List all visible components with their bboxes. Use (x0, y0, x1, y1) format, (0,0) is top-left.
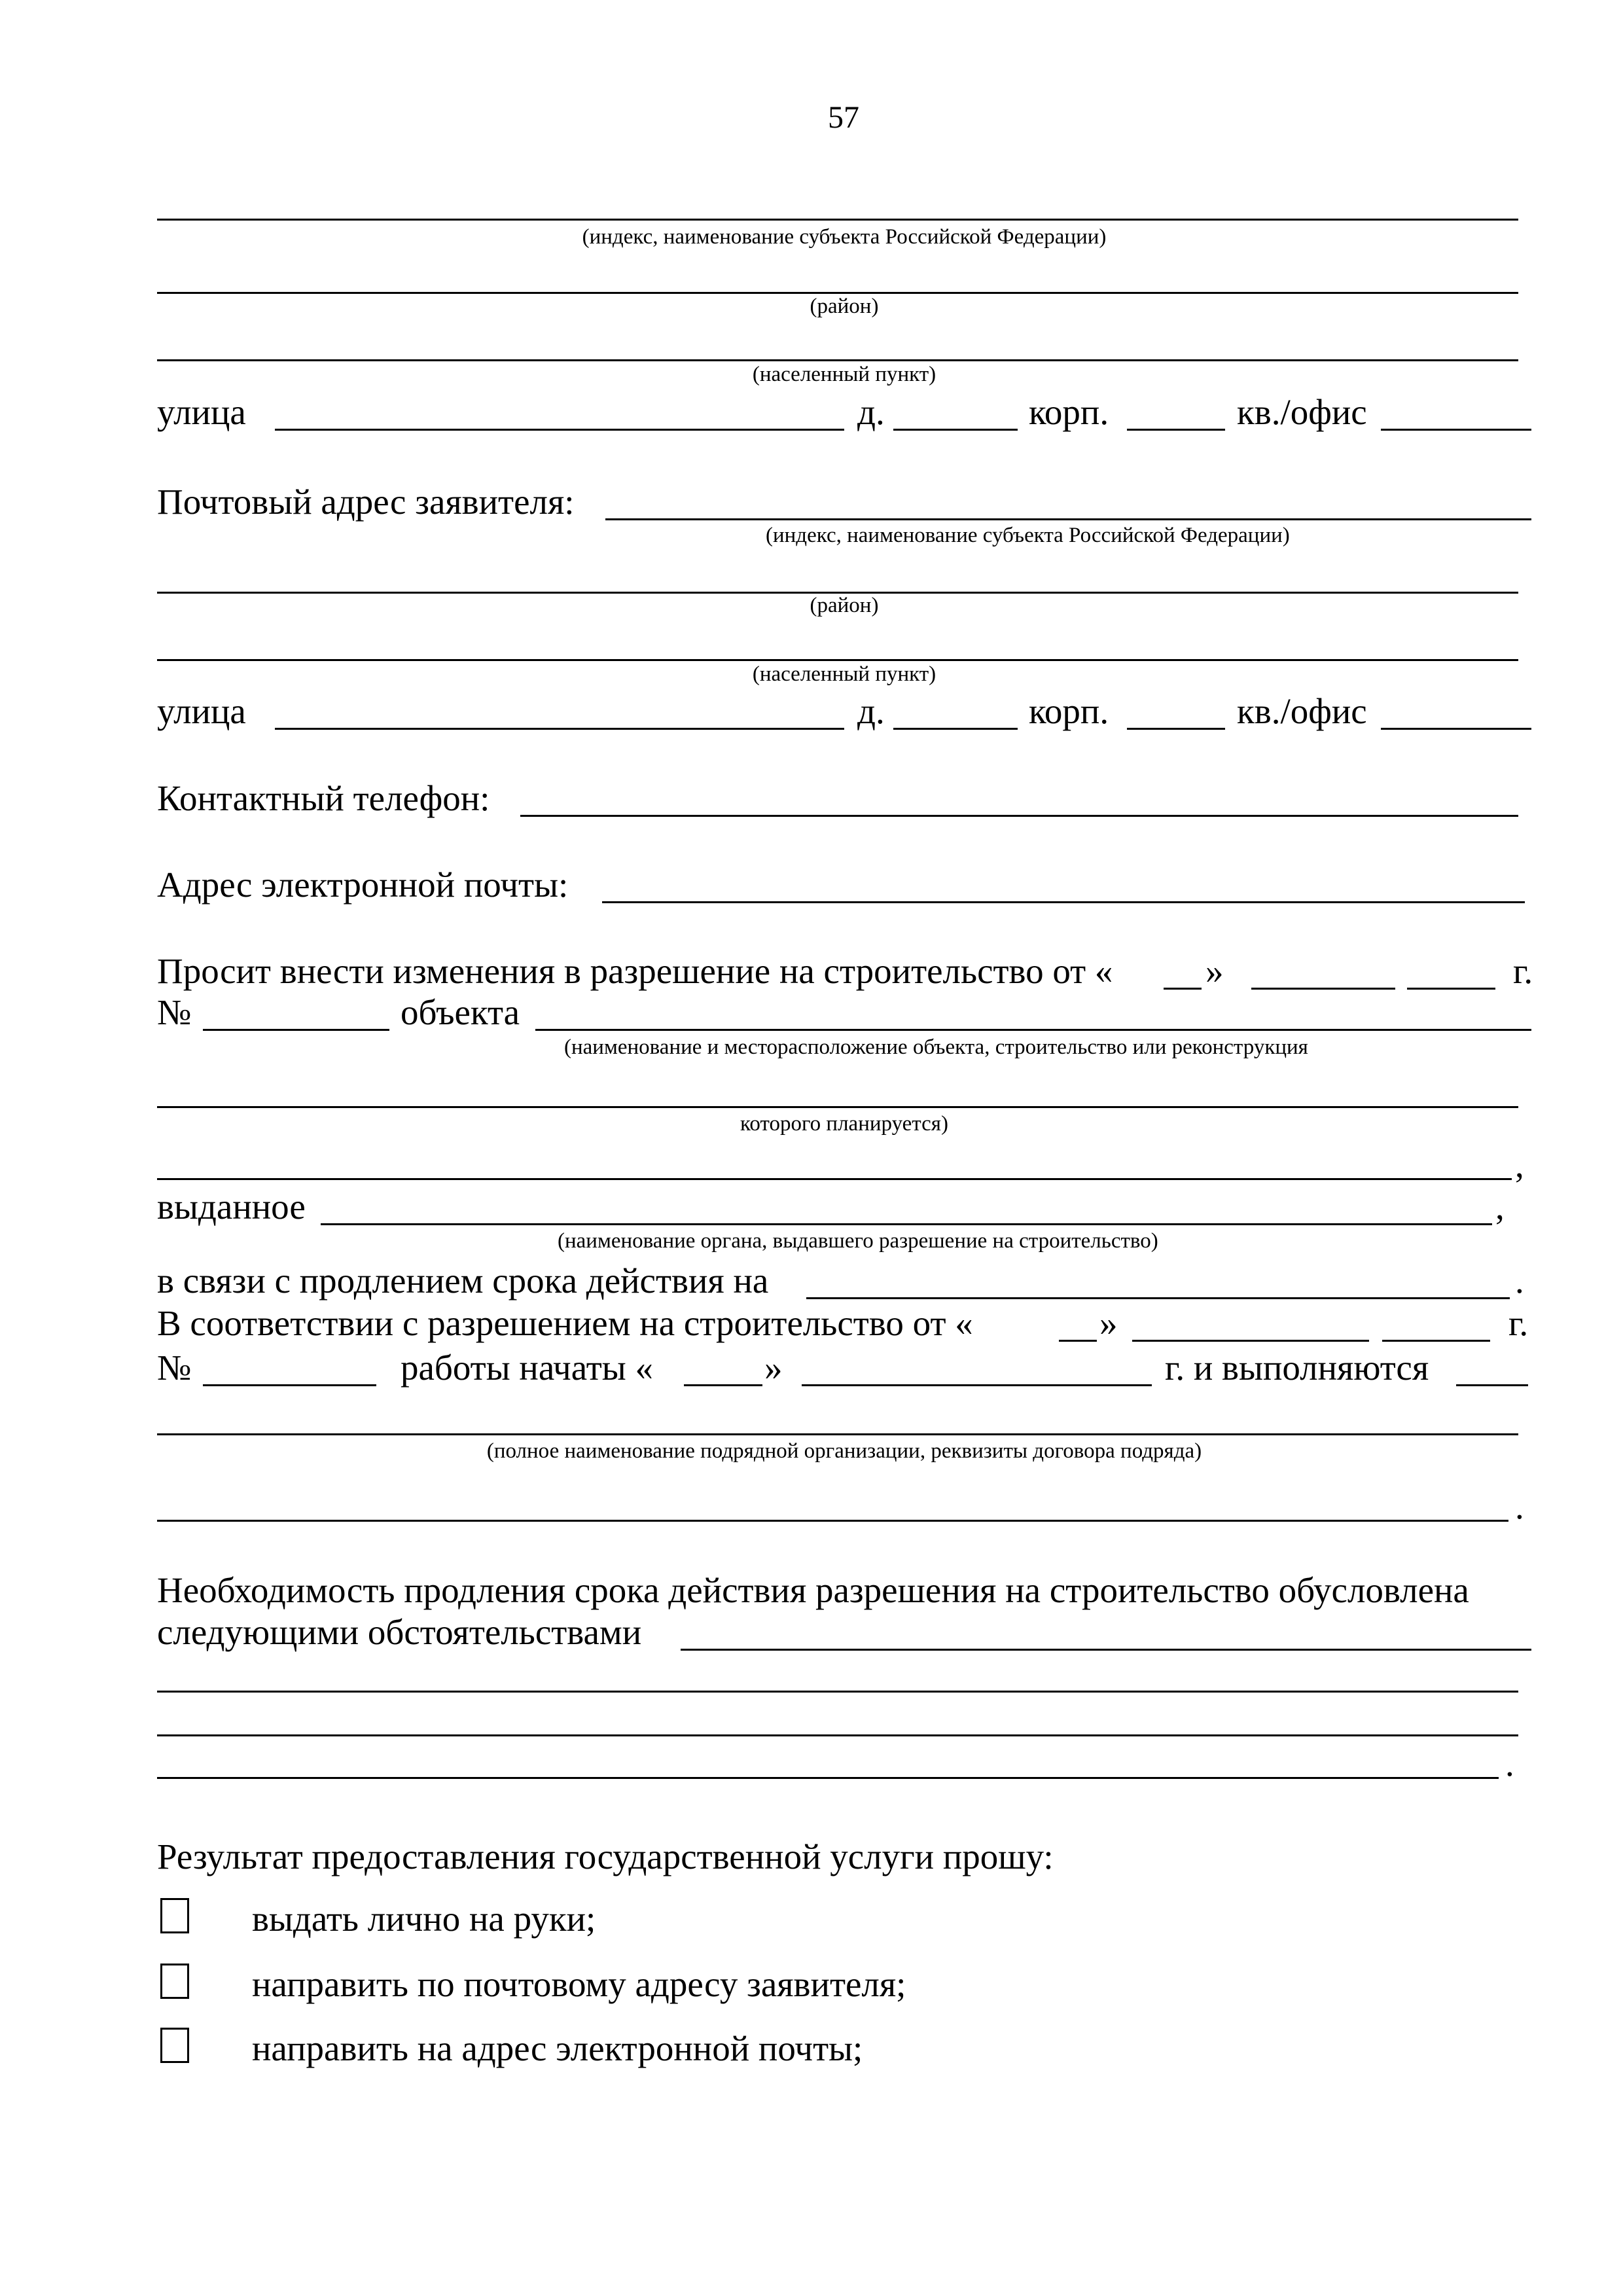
postal-street-input-line[interactable] (275, 728, 844, 730)
request-text: Просит внести изменения в разрешение на строительство от « (157, 951, 1113, 991)
postal-street-label: улица (157, 691, 246, 731)
accordance-quote-close: » (1099, 1303, 1118, 1343)
request-quote-close: » (1205, 951, 1224, 991)
postal-building-label: корп. (1029, 691, 1109, 731)
house-input-line[interactable] (893, 429, 1018, 431)
contractor-input-line-2[interactable] (157, 1520, 1508, 1522)
postal-house-input-line[interactable] (893, 728, 1018, 730)
postal-address-label: Почтовый адрес заявителя: (157, 482, 575, 522)
checkbox-email[interactable] (160, 2028, 189, 2063)
necessity-line-2: следующими обстоятельствами (157, 1612, 642, 1652)
apartment-input-line[interactable] (1381, 429, 1531, 431)
caption-postal-locality: (населенный пункт) (752, 662, 936, 686)
option-email: направить на адрес электронной почты; (252, 2028, 863, 2068)
necessity-input-line-4[interactable] (157, 1777, 1499, 1779)
comma-2: , (1495, 1187, 1505, 1227)
checkbox-in-person[interactable] (160, 1898, 189, 1933)
permit-month-input-line[interactable] (1251, 988, 1395, 990)
accordance-text: В соответствии с разрешением на строительство от « (157, 1303, 973, 1343)
number-label: № (157, 992, 192, 1032)
object-input-line-3[interactable] (157, 1178, 1512, 1180)
caption-object-1: (наименование и месторасположение объекта, строительство или реконструкция (564, 1035, 1308, 1059)
works-month-input-line[interactable] (802, 1384, 1152, 1386)
building-input-line[interactable] (1127, 429, 1225, 431)
postal-building-input-line[interactable] (1127, 728, 1225, 730)
caption-subject: (индекс, наименование субъекта Российской Федерации) (582, 225, 1107, 249)
postal-house-label: д. (857, 691, 885, 731)
postal-apartment-label: кв./офис (1237, 691, 1367, 731)
contact-phone-label: Контактный телефон: (157, 778, 490, 818)
street-label: улица (157, 392, 246, 432)
issued-label: выданное (157, 1187, 306, 1227)
caption-district: (район) (810, 295, 879, 318)
permit-day-input-line[interactable] (1164, 988, 1202, 990)
option-in-person: выдать лично на руки; (252, 1899, 596, 1939)
period-1: . (1515, 1261, 1524, 1300)
extension-label: в связи с продлением срока действия на (157, 1261, 769, 1300)
number-label-2: № (157, 1348, 192, 1388)
caption-contractor: (полное наименование подрядной организации, реквизиты договора подряда) (486, 1439, 1202, 1463)
works-started-label: работы начаты « (401, 1348, 653, 1388)
comma-1: , (1515, 1145, 1524, 1185)
object-input-line[interactable] (535, 1029, 1531, 1031)
postal-subject-input-line[interactable] (605, 518, 1531, 520)
caption-issuer: (наименование органа, выдавшего разрешение на строительство) (558, 1229, 1158, 1253)
necessity-input-line-3[interactable] (157, 1734, 1518, 1736)
street-input-line[interactable] (275, 429, 844, 431)
period-3: . (1505, 1744, 1514, 1784)
period-2: . (1515, 1486, 1524, 1526)
object-label: объекта (401, 992, 520, 1032)
accordance-year-input-line[interactable] (1382, 1340, 1490, 1342)
accordance-year-suffix: г. (1508, 1303, 1529, 1343)
permit-year-input-line[interactable] (1407, 988, 1495, 990)
postal-apartment-input-line[interactable] (1381, 728, 1531, 730)
house-label: д. (857, 392, 885, 432)
performed-input-line[interactable] (1456, 1384, 1528, 1386)
checkbox-postal[interactable] (160, 1964, 189, 1999)
caption-object-2: которого планируется) (740, 1112, 948, 1136)
caption-postal-subject: (индекс, наименование субъекта Российской Федерации) (766, 524, 1290, 547)
email-input-line[interactable] (602, 901, 1525, 903)
email-label: Адрес электронной почты: (157, 865, 569, 905)
works-day-input-line[interactable] (684, 1384, 762, 1386)
performed-label: г. и выполняются (1165, 1348, 1429, 1388)
request-year-suffix: г. (1513, 951, 1533, 991)
accordance-day-input-line[interactable] (1059, 1340, 1097, 1342)
caption-postal-district: (район) (810, 594, 879, 617)
necessity-line-1: Необходимость продления срока действия разрешения на строительство обусловлена (157, 1570, 1469, 1610)
contractor-input-line[interactable] (157, 1433, 1518, 1435)
accordance-number-input-line[interactable] (203, 1384, 376, 1386)
accordance-month-input-line[interactable] (1132, 1340, 1369, 1342)
apartment-label: кв./офис (1237, 392, 1367, 432)
page-number: 57 (828, 100, 859, 135)
permit-number-input-line[interactable] (203, 1029, 389, 1031)
works-quote-close: » (764, 1348, 783, 1388)
issuer-input-line[interactable] (321, 1223, 1492, 1225)
contact-phone-input-line[interactable] (520, 815, 1518, 817)
necessity-input-line-1[interactable] (681, 1649, 1531, 1651)
subject-input-line[interactable] (157, 219, 1518, 221)
building-label: корп. (1029, 392, 1109, 432)
necessity-input-line-2[interactable] (157, 1691, 1518, 1693)
result-heading: Результат предоставления государственной услуги прошу: (157, 1837, 1054, 1876)
option-postal: направить по почтовому адресу заявителя; (252, 1964, 906, 2004)
caption-locality: (населенный пункт) (752, 363, 936, 386)
object-input-line-2[interactable] (157, 1106, 1518, 1108)
extension-input-line[interactable] (806, 1297, 1510, 1299)
